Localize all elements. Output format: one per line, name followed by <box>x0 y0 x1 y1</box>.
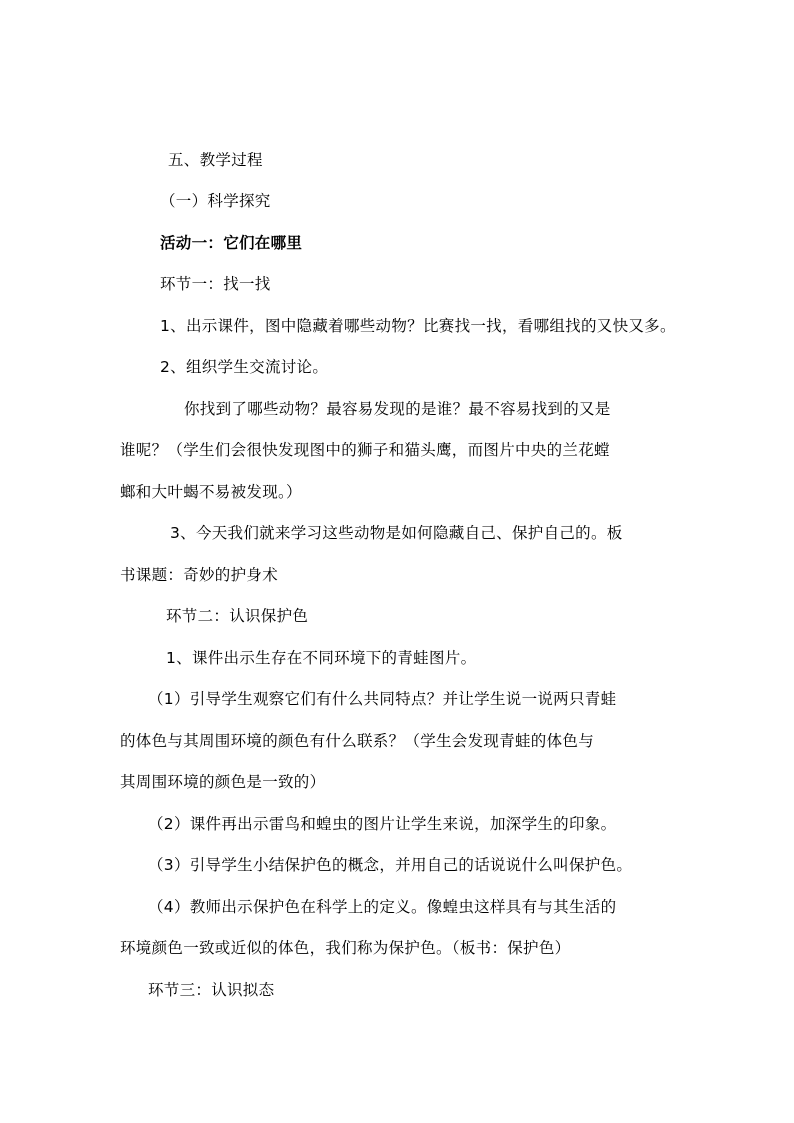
step1-discussion-line: 你找到了哪些动物？最容易发现的是谁？最不容易找到的又是 <box>184 400 611 418</box>
step2-sub4-line: 环境颜色一致或近似的体色，我们称为保护色。（板书：保护色） <box>120 939 571 957</box>
step2-title: 环节二：认识保护色 <box>166 607 309 625</box>
activity-title: 活动一：它们在哪里 <box>160 234 303 252</box>
step2-sub1-line: 其周围环境的颜色是一致的） <box>120 773 326 791</box>
step2-item1: 1、课件出示生存在不同环境下的青蛙图片。 <box>166 649 477 667</box>
step3-title: 环节三：认识拟态 <box>148 981 275 999</box>
step1-discussion-line: 螂和大叶蝎不易被发现。） <box>120 483 302 501</box>
step2-sub2: （2）课件再出示雷鸟和蝗虫的图片让学生来说，加深学生的印象。 <box>148 815 617 833</box>
step1-item3-line: 3、今天我们就来学习这些动物是如何隐藏自己、保护自己的。板 <box>170 524 623 542</box>
step2-sub3: （3）引导学生小结保护色的概念，并用自己的话说说什么叫保护色。 <box>148 856 633 874</box>
subsection-heading: （一）科学探究 <box>160 192 271 210</box>
step1-item3-line: 书课题：奇妙的护身术 <box>120 566 279 584</box>
step2-sub1-line: （1）引导学生观察它们有什么共同特点？并让学生说一说两只青蛙 <box>148 690 617 708</box>
step2-sub4-line: （4）教师出示保护色在科学上的定义。像蝗虫这样具有与其生活的 <box>148 898 617 916</box>
step2-sub1-line: 的体色与其周围环境的颜色有什么联系？（学生会发现青蛙的体色与 <box>120 732 595 750</box>
step1-item1: 1、出示课件，图中隐藏着哪些动物？比赛找一找，看哪组找的又快又多。 <box>160 317 676 335</box>
step1-item2: 2、组织学生交流讨论。 <box>160 358 329 376</box>
section-heading: 五、教学过程 <box>168 151 263 169</box>
step1-title: 环节一：找一找 <box>160 275 271 293</box>
step1-discussion-line: 谁呢？（学生们会很快发现图中的狮子和猫头鹰，而图片中央的兰花螳 <box>120 441 610 459</box>
